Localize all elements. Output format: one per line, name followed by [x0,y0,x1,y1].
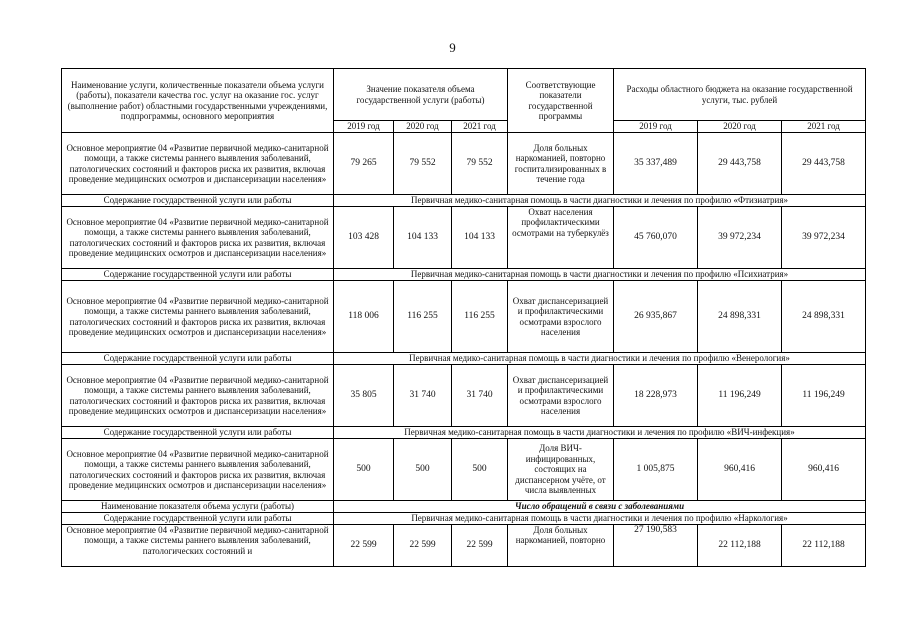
volume-2020-cell: 31 740 [394,365,452,427]
volume-value-cell: Число обращений в связи с заболеваниями [334,501,866,513]
section-label-cell: Содержание государственной услуги или работы [62,353,334,365]
table-row [62,525,866,567]
expense-2021-cell: 22 112,188 [782,525,866,567]
volume-2021-cell: 116 255 [452,281,508,353]
table-row [62,365,866,427]
volume-2020-cell: 116 255 [394,281,452,353]
section-row [62,513,866,525]
expense-2019-cell: 26 935,867 [614,281,698,353]
section-row [62,353,866,365]
expense-2021-cell: 39 972,234 [782,207,866,269]
volume-2021-cell: 31 740 [452,365,508,427]
expense-2019-cell: 35 337,489 [614,133,698,195]
volume-2020-cell: 500 [394,439,452,501]
measure-name-cell: Основное мероприятие 04 «Развитие первичной медико-санитарной помощи, а также системы раннего выявления заболеваний, патологических состояний и факторов риска их развития, включая проведение медицинских осмотров и диспансеризации населения» [62,365,334,427]
header-expenses-cell: Расходы областного бюджета на оказание государственной услуги, тыс. рублей [614,69,866,121]
table-row [62,439,866,501]
table-row [62,207,866,269]
section-label-cell: Содержание государственной услуги или работы [62,427,334,439]
page-number: 9 [449,40,456,55]
header-volume-cell: Значение показателя объема государственной услуги (работы) [334,69,508,121]
section-text-cell: Первичная медико-санитарная помощь в части диагностики и лечения по профилю «Фтизиатрия» [334,195,866,207]
expense-2021-cell: 24 898,331 [782,281,866,353]
table-row [62,133,866,195]
section-row [62,427,866,439]
volume-2021-cell: 22 599 [452,525,508,567]
expense-2019-cell: 27 190,583 [614,525,698,567]
expense-2020-cell: 11 196,249 [698,365,782,427]
indicator-cell: Охват населения профилактическими осмотрами на туберкулёз [508,207,614,269]
volume-name-row [62,501,866,513]
volume-2019-cell: 118 006 [334,281,394,353]
volume-2019-cell: 79 265 [334,133,394,195]
section-row [62,269,866,281]
volume-2019-cell: 103 428 [334,207,394,269]
services-table [61,68,866,567]
indicator-cell: Доля больных наркоманией, повторно госпитализированных в течение года [508,133,614,195]
header-row [62,69,866,121]
volume-2019-cell: 500 [334,439,394,501]
expense-2021-cell: 29 443,758 [782,133,866,195]
expense-2020-cell: 22 112,188 [698,525,782,567]
section-row [62,195,866,207]
year-cell: 2019 год [614,121,698,133]
measure-name-cell: Основное мероприятие 04 «Развитие первичной медико-санитарной помощи, а также системы раннего выявления заболеваний, патологических состояний и [62,525,334,567]
year-cell: 2021 год [452,121,508,133]
volume-2020-cell: 79 552 [394,133,452,195]
indicator-cell: Доля ВИЧ-инфицированных, состоящих на диспансерном учёте, от числа выявленных [508,439,614,501]
expense-2021-cell: 11 196,249 [782,365,866,427]
indicator-cell: Доля больных наркоманией, повторно [508,525,614,567]
table-row [62,281,866,353]
volume-2020-cell: 22 599 [394,525,452,567]
volume-2021-cell: 500 [452,439,508,501]
measure-name-cell: Основное мероприятие 04 «Развитие первичной медико-санитарной помощи, а также системы раннего выявления заболеваний, патологических состояний и факторов риска их развития, включая проведение медицинских осмотров и диспансеризации населения» [62,207,334,269]
header-program-cell: Соответствующие показатели государственной программы [508,69,614,133]
section-text-cell: Первичная медико-санитарная помощь в части диагностики и лечения по профилю «ВИЧ-инфекция» [334,427,866,439]
section-label-cell: Содержание государственной услуги или работы [62,195,334,207]
measure-name-cell: Основное мероприятие 04 «Развитие первичной медико-санитарной помощи, а также системы раннего выявления заболеваний, патологических состояний и факторов риска их развития, включая проведение медицинских осмотров и диспансеризации населения» [62,281,334,353]
year-cell: 2021 год [782,121,866,133]
volume-label-cell: Наименование показателя объема услуги (работы) [62,501,334,513]
section-label-cell: Содержание государственной услуги или работы [62,269,334,281]
header-name-cell: Наименование услуги, количественные показатели объема услуги (работы), показатели качества гос. услуг на оказание гос. услуг (выполнение работ) областными государственными учреждениями, подпрограммы, основного мероприятия [62,69,334,133]
measure-name-cell: Основное мероприятие 04 «Развитие первичной медико-санитарной помощи, а также системы раннего выявления заболеваний, патологических состояний и факторов риска их развития, включая проведение медицинских осмотров и диспансеризации населения» [62,439,334,501]
expense-2020-cell: 960,416 [698,439,782,501]
section-text-cell: Первичная медико-санитарная помощь в части диагностики и лечения по профилю «Психиатрия» [334,269,866,281]
expense-2021-cell: 960,416 [782,439,866,501]
year-cell: 2019 год [334,121,394,133]
section-label-cell: Содержание государственной услуги или работы [62,513,334,525]
indicator-cell: Охват диспансеризацией и профилактическими осмотрами взрослого населения [508,365,614,427]
volume-2020-cell: 104 133 [394,207,452,269]
expense-2020-cell: 29 443,758 [698,133,782,195]
expense-2020-cell: 24 898,331 [698,281,782,353]
year-cell: 2020 год [394,121,452,133]
expense-2019-cell: 18 228,973 [614,365,698,427]
expense-2019-cell: 45 760,070 [614,207,698,269]
expense-2020-cell: 39 972,234 [698,207,782,269]
indicator-cell: Охват диспансеризацией и профилактическими осмотрами взрослого населения [508,281,614,353]
year-cell: 2020 год [698,121,782,133]
volume-2019-cell: 35 805 [334,365,394,427]
section-text-cell: Первичная медико-санитарная помощь в части диагностики и лечения по профилю «Венерология» [334,353,866,365]
volume-2019-cell: 22 599 [334,525,394,567]
expense-2019-cell: 1 005,875 [614,439,698,501]
section-text-cell: Первичная медико-санитарная помощь в части диагностики и лечения по профилю «Наркология» [334,513,866,525]
volume-2021-cell: 104 133 [452,207,508,269]
volume-2021-cell: 79 552 [452,133,508,195]
measure-name-cell: Основное мероприятие 04 «Развитие первичной медико-санитарной помощи, а также системы раннего выявления заболеваний, патологических состояний и факторов риска их развития, включая проведение медицинских осмотров и диспансеризации населения» [62,133,334,195]
